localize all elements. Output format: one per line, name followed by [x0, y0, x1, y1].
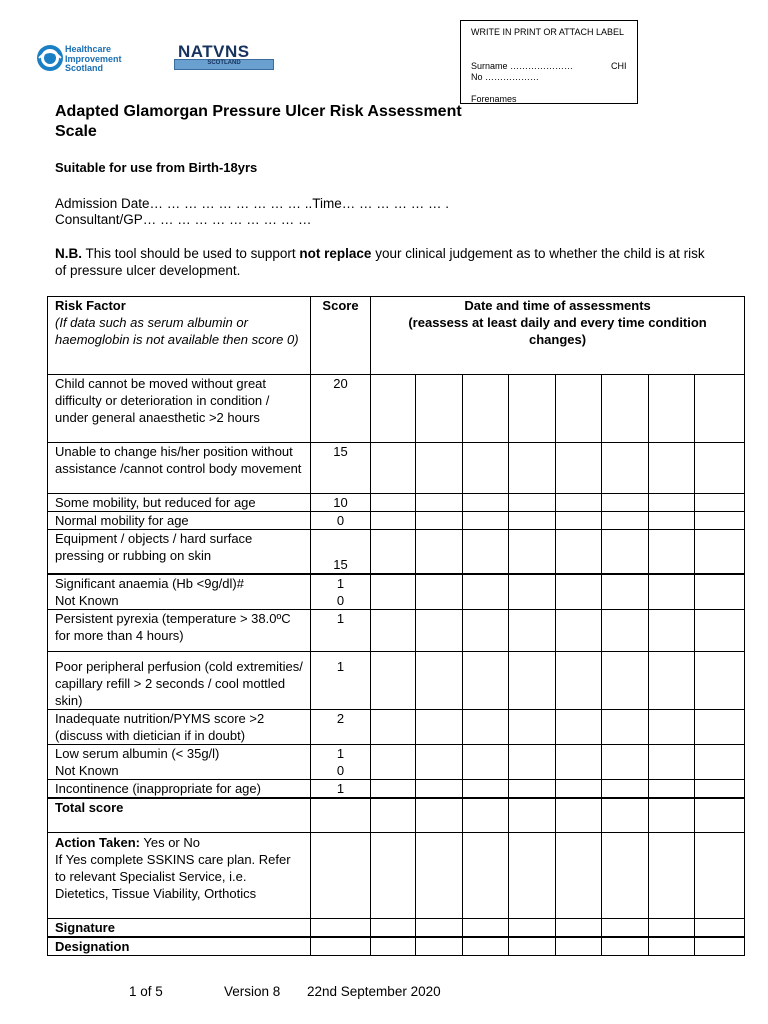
- assessment-cell[interactable]: [556, 512, 602, 530]
- assessment-cell[interactable]: [509, 609, 556, 651]
- score-cell: 1: [311, 651, 371, 709]
- assessment-cell[interactable]: [463, 937, 509, 956]
- assessment-cell[interactable]: [695, 798, 745, 833]
- assessment-cell[interactable]: [463, 574, 509, 610]
- action-taken-options: Yes or No: [140, 835, 200, 850]
- assessment-cell[interactable]: [602, 443, 649, 494]
- assessment-cell[interactable]: [463, 443, 509, 494]
- assessment-cell[interactable]: [371, 919, 416, 938]
- assessment-cell[interactable]: [463, 609, 509, 651]
- chi-field: CHI: [611, 61, 627, 71]
- assessment-cell[interactable]: [602, 375, 649, 443]
- forenames-field: Forenames: [471, 94, 517, 104]
- risk-factor-line: Low serum albumin (< 35g/l): [55, 745, 220, 761]
- assessment-cell[interactable]: [695, 443, 745, 494]
- assessment-cell[interactable]: [371, 651, 416, 709]
- score-value: 0: [336, 762, 345, 778]
- table-row: [48, 443, 745, 494]
- assessment-cell[interactable]: [463, 833, 509, 919]
- signature-score-cell[interactable]: [311, 919, 371, 938]
- assessment-cell[interactable]: [602, 833, 649, 919]
- assessment-cell[interactable]: [509, 709, 556, 744]
- assessment-cell[interactable]: [649, 375, 695, 443]
- action-taken-cell: [48, 833, 311, 919]
- natvns-title: NATVNS: [178, 42, 250, 61]
- assessment-cell[interactable]: [463, 512, 509, 530]
- risk-factor-cell: Equipment / objects / hard surface pressing or rubbing on skin: [48, 530, 311, 574]
- designation-label: Designation: [48, 937, 311, 956]
- assessment-cell[interactable]: [649, 494, 695, 512]
- risk-factor-header: [48, 297, 311, 375]
- assessment-cell[interactable]: [649, 798, 695, 833]
- total-score-row: [48, 798, 745, 833]
- assessment-cell[interactable]: [416, 574, 463, 610]
- assessment-cell[interactable]: [416, 494, 463, 512]
- hc-logo-line: Scotland: [65, 63, 104, 73]
- natvns-logo: [174, 43, 274, 70]
- assessment-cell[interactable]: [371, 494, 416, 512]
- assessment-cell[interactable]: [371, 798, 416, 833]
- assessment-cell[interactable]: [463, 494, 509, 512]
- assessment-cell[interactable]: [602, 530, 649, 574]
- total-score-cell[interactable]: [311, 798, 371, 833]
- document-title: Adapted Glamorgan Pressure Ulcer Risk Assessment Scale: [55, 103, 462, 140]
- score-cell: 15: [311, 443, 371, 494]
- assessment-cell[interactable]: [556, 494, 602, 512]
- score-cell: [311, 744, 371, 779]
- assessment-cell[interactable]: [649, 530, 695, 574]
- assessment-cell[interactable]: [556, 937, 602, 956]
- risk-factor-cell: Poor peripheral perfusion (cold extremities/ capillary refill > 2 seconds / cool mottled skin): [48, 651, 311, 709]
- patient-label-box[interactable]: [460, 20, 638, 104]
- nb-text-2: your clinical judgement as to whether the child is at risk of pressure ulcer development.: [55, 246, 705, 278]
- assessment-cell[interactable]: [463, 530, 509, 574]
- assessment-cell[interactable]: [602, 609, 649, 651]
- assessment-cell[interactable]: [556, 530, 602, 574]
- assessment-cell[interactable]: [556, 919, 602, 938]
- assessment-cell[interactable]: [556, 709, 602, 744]
- table-row: [48, 709, 745, 744]
- natvns-subtitle: SCOTLAND: [207, 60, 241, 66]
- assessment-cell[interactable]: [556, 375, 602, 443]
- assessment-cell[interactable]: [509, 919, 556, 938]
- assessment-cell[interactable]: [463, 709, 509, 744]
- risk-factor-cell: Child cannot be moved without great difficulty or deterioration in condition / under general anaesthetic >2 hours: [48, 375, 311, 443]
- assessment-cell[interactable]: [695, 779, 745, 798]
- assessment-cell[interactable]: [649, 937, 695, 956]
- assessment-table: [47, 296, 745, 956]
- total-score-label: Total score: [48, 798, 311, 833]
- score-cell: 15: [311, 530, 371, 574]
- action-score-cell[interactable]: [311, 833, 371, 919]
- assessment-cell[interactable]: [371, 779, 416, 798]
- assessment-cell[interactable]: [695, 494, 745, 512]
- assessment-dates-note: (reassess at least daily and every time condition changes): [408, 315, 707, 347]
- page-number: 1 of 5: [129, 984, 163, 999]
- assessment-cell[interactable]: [416, 651, 463, 709]
- risk-factor-cell: Unable to change his/her position without assistance /cannot control body movement: [48, 443, 311, 494]
- assessment-cell[interactable]: [416, 375, 463, 443]
- assessment-cell[interactable]: [416, 937, 463, 956]
- assessment-cell[interactable]: [556, 574, 602, 610]
- risk-factor-cell: Persistent pyrexia (temperature > 38.0ºC for more than 4 hours): [48, 609, 311, 651]
- score-cell: 0: [311, 512, 371, 530]
- surname-field: Surname …………………: [471, 61, 574, 71]
- assessment-cell[interactable]: [695, 919, 745, 938]
- assessment-cell[interactable]: [649, 779, 695, 798]
- score-value: 1: [336, 745, 345, 761]
- assessment-cell[interactable]: [509, 512, 556, 530]
- table-row: [48, 744, 745, 779]
- assessment-cell[interactable]: [463, 798, 509, 833]
- table-row: [48, 512, 745, 530]
- assessment-cell[interactable]: [509, 651, 556, 709]
- version-date: 22nd September 2020: [307, 984, 441, 999]
- score-cell: [311, 574, 371, 610]
- assessment-cell[interactable]: [556, 443, 602, 494]
- assessment-cell[interactable]: [695, 574, 745, 610]
- table-row: [48, 574, 745, 610]
- risk-factor-line: Not Known: [55, 762, 119, 778]
- assessment-cell[interactable]: [371, 937, 416, 956]
- assessment-cell[interactable]: [509, 798, 556, 833]
- assessment-cell[interactable]: [602, 937, 649, 956]
- assessment-cell[interactable]: [371, 512, 416, 530]
- assessment-cell[interactable]: [649, 919, 695, 938]
- assessment-cell[interactable]: [649, 833, 695, 919]
- assessment-cell[interactable]: [509, 744, 556, 779]
- risk-factor-cell: [48, 744, 311, 779]
- healthcare-improvement-scotland-logo: [36, 44, 136, 74]
- assessment-cell[interactable]: [509, 530, 556, 574]
- risk-factor-cell: Inadequate nutrition/PYMS score >2 (discuss with dietician if in doubt): [48, 709, 311, 744]
- nb-prefix: N.B.: [55, 246, 82, 261]
- header-row: [48, 297, 745, 375]
- table-row: [48, 530, 745, 574]
- assessment-cell[interactable]: [602, 494, 649, 512]
- assessment-cell[interactable]: [556, 779, 602, 798]
- assessment-cell[interactable]: [602, 744, 649, 779]
- risk-factor-label: Risk Factor: [55, 298, 126, 313]
- assessment-cell[interactable]: [509, 574, 556, 610]
- assessment-cell[interactable]: [371, 709, 416, 744]
- label-box-title: WRITE IN PRINT OR ATTACH LABEL: [471, 27, 625, 37]
- assessment-cell[interactable]: [602, 798, 649, 833]
- assessment-cell[interactable]: [695, 375, 745, 443]
- assessment-cell[interactable]: [509, 494, 556, 512]
- nb-note: [55, 245, 715, 279]
- risk-factor-note: (If data such as serum albumin or haemoglobin is not available then score 0): [55, 315, 299, 347]
- assessment-cell[interactable]: [371, 833, 416, 919]
- hc-logo-text: [65, 45, 122, 74]
- hc-emblem-icon: [36, 44, 64, 72]
- assessment-cell[interactable]: [556, 833, 602, 919]
- assessment-dates-header: [371, 297, 745, 375]
- assessment-cell[interactable]: [416, 779, 463, 798]
- version-label: Version 8: [224, 984, 281, 999]
- assessment-cell[interactable]: [695, 530, 745, 574]
- risk-factor-cell: [48, 574, 311, 610]
- table-row: [48, 779, 745, 798]
- assessment-cell[interactable]: [649, 709, 695, 744]
- assessment-cell[interactable]: [649, 744, 695, 779]
- assessment-cell[interactable]: [509, 779, 556, 798]
- action-taken-text: If Yes complete SSKINS care plan. Refer to relevant Specialist Service, i.e. Dietetics, Tissue Viability, Orthotics: [55, 852, 291, 901]
- assessment-cell[interactable]: [371, 744, 416, 779]
- score-cell: 1: [311, 779, 371, 798]
- assessment-cell[interactable]: [649, 574, 695, 610]
- assessment-cell[interactable]: [463, 651, 509, 709]
- assessment-cell[interactable]: [695, 937, 745, 956]
- assessment-cell[interactable]: [371, 443, 416, 494]
- hc-logo-line: Improvement: [65, 53, 122, 64]
- admission-date-line: Admission Date… … … … … … … … … ..Time… … … … … … .: [55, 196, 450, 211]
- consultant-line: Consultant/GP… … … … … … … … … …: [55, 212, 312, 227]
- designation-score-cell[interactable]: [311, 937, 371, 956]
- assessment-cell[interactable]: [416, 798, 463, 833]
- assessment-cell[interactable]: [649, 512, 695, 530]
- table-row: [48, 494, 745, 512]
- assessment-cell[interactable]: [602, 574, 649, 610]
- assessment-cell[interactable]: [602, 512, 649, 530]
- assessment-cell[interactable]: [695, 651, 745, 709]
- age-range-subtitle: Suitable for use from Birth-18yrs: [55, 160, 258, 175]
- assessment-cell[interactable]: [695, 833, 745, 919]
- risk-factor-cell: Normal mobility for age: [48, 512, 311, 530]
- assessment-cell[interactable]: [695, 744, 745, 779]
- score-cell: 20: [311, 375, 371, 443]
- assessment-cell[interactable]: [649, 443, 695, 494]
- assessment-cell[interactable]: [416, 512, 463, 530]
- assessment-cell[interactable]: [602, 779, 649, 798]
- score-cell: 2: [311, 709, 371, 744]
- assessment-cell[interactable]: [695, 709, 745, 744]
- assessment-cell[interactable]: [509, 443, 556, 494]
- score-header: Score: [311, 297, 371, 375]
- score-value: 1: [336, 575, 345, 591]
- assessment-cell[interactable]: [463, 744, 509, 779]
- assessment-cell[interactable]: [371, 530, 416, 574]
- assessment-cell[interactable]: [463, 779, 509, 798]
- risk-factor-line: Significant anaemia (Hb <9g/dl)#: [55, 575, 244, 591]
- table-row: [48, 651, 745, 709]
- risk-factor-cell: Some mobility, but reduced for age: [48, 494, 311, 512]
- assessment-cell[interactable]: [649, 651, 695, 709]
- signature-label: Signature: [48, 919, 311, 938]
- assessment-cell[interactable]: [602, 919, 649, 938]
- designation-row: [48, 937, 745, 956]
- assessment-cell[interactable]: [556, 651, 602, 709]
- assessment-cell[interactable]: [416, 443, 463, 494]
- assessment-cell[interactable]: [416, 709, 463, 744]
- score-cell: 1: [311, 609, 371, 651]
- assessment-cell[interactable]: [556, 744, 602, 779]
- assessment-cell[interactable]: [509, 833, 556, 919]
- nb-emphasis: not replace: [299, 246, 372, 261]
- assessment-cell[interactable]: [556, 609, 602, 651]
- table-row: [48, 375, 745, 443]
- risk-factor-line: Not Known: [55, 592, 119, 608]
- table-row: [48, 609, 745, 651]
- assessment-cell[interactable]: [556, 798, 602, 833]
- assessment-dates-title: Date and time of assessments: [464, 298, 651, 313]
- assessment-cell[interactable]: [509, 375, 556, 443]
- assessment-cell[interactable]: [416, 609, 463, 651]
- assessment-cell[interactable]: [371, 574, 416, 610]
- assessment-cell[interactable]: [509, 937, 556, 956]
- assessment-cell[interactable]: [602, 651, 649, 709]
- assessment-cell[interactable]: [416, 833, 463, 919]
- assessment-cell[interactable]: [371, 375, 416, 443]
- risk-factor-cell: Incontinence (inappropriate for age): [48, 779, 311, 798]
- assessment-cell[interactable]: [649, 609, 695, 651]
- hc-logo-line: Healthcare: [65, 44, 112, 54]
- score-value: 0: [336, 592, 345, 608]
- assessment-cell[interactable]: [416, 744, 463, 779]
- assessment-cell[interactable]: [416, 919, 463, 938]
- action-taken-row: [48, 833, 745, 919]
- assessment-cell[interactable]: [695, 512, 745, 530]
- assessment-cell[interactable]: [602, 709, 649, 744]
- action-taken-label: Action Taken:: [55, 835, 140, 850]
- signature-row: [48, 919, 745, 938]
- assessment-cell[interactable]: [695, 609, 745, 651]
- assessment-cell[interactable]: [463, 375, 509, 443]
- assessment-cell[interactable]: [463, 919, 509, 938]
- assessment-cell[interactable]: [371, 609, 416, 651]
- assessment-cell[interactable]: [416, 530, 463, 574]
- nb-text-1: This tool should be used to support: [82, 246, 300, 261]
- score-cell: 10: [311, 494, 371, 512]
- number-field: No ………………: [471, 72, 540, 82]
